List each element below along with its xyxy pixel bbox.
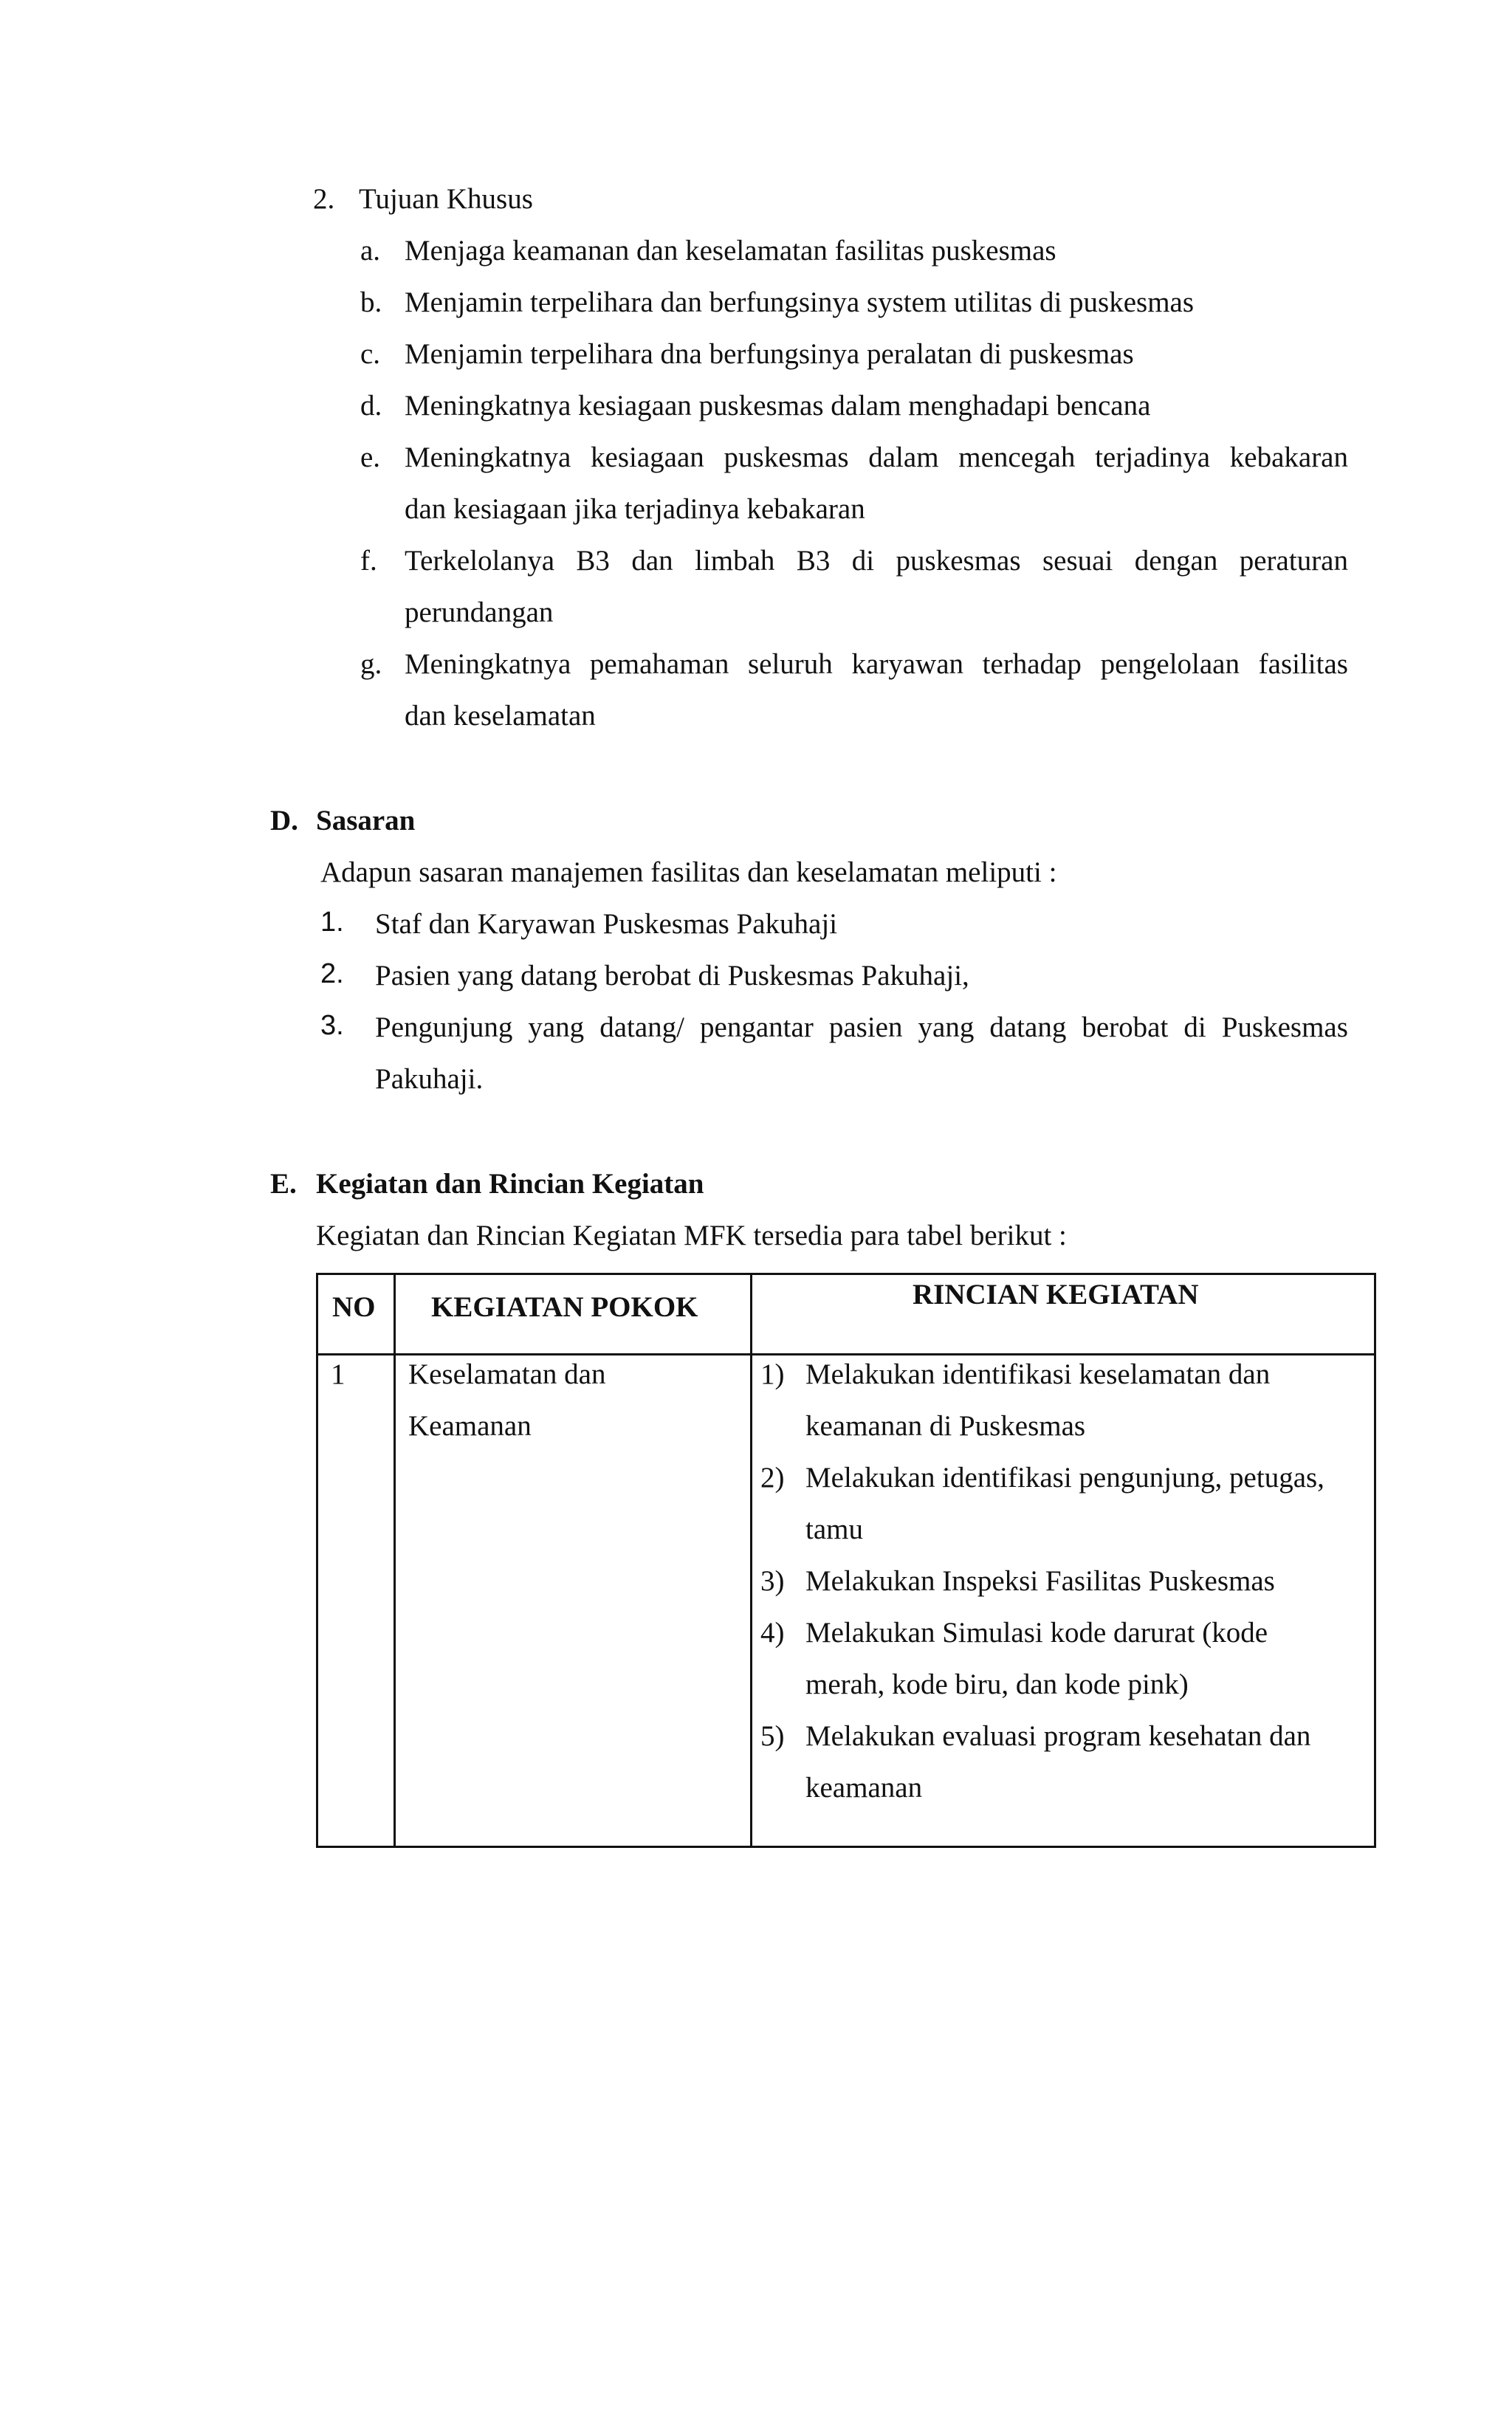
- table-border-bottom: [316, 1846, 1376, 1848]
- table-border-left: [316, 1273, 318, 1848]
- section-letter: E.: [270, 1168, 297, 1200]
- section-intro: Kegiatan dan Rincian Kegiatan MFK tersedia para tabel berikut :: [316, 1220, 1067, 1251]
- list-item: Menjamin terpelihara dan berfungsinya system utilitas di puskesmas: [405, 286, 1195, 318]
- rincian-item-continuation: keamanan di Puskesmas: [805, 1410, 1086, 1442]
- list-marker: d.: [360, 390, 382, 422]
- table-column-divider: [750, 1273, 752, 1848]
- section-intro: Adapun sasaran manajemen fasilitas dan keselamatan meliputi :: [320, 856, 1057, 888]
- tujuan-khusus-title: Tujuan Khusus: [359, 183, 533, 215]
- table-cell-kegiatan-pokok: Keselamatan dan: [408, 1358, 606, 1390]
- list-item-continuation: dan kesiagaan jika terjadinya kebakaran: [405, 493, 865, 525]
- list-marker: b.: [360, 286, 382, 318]
- list-item-continuation: Pakuhaji.: [375, 1063, 484, 1095]
- table-border-top: [316, 1273, 1376, 1275]
- rincian-item: Melakukan Inspeksi Fasilitas Puskesmas: [805, 1565, 1275, 1597]
- list-item: Staf dan Karyawan Puskesmas Pakuhaji: [375, 908, 838, 940]
- list-item-line: Meningkatnya kesiagaan puskesmas dalam mencegah terjadinya kebakaran: [405, 441, 1348, 473]
- rincian-item: Melakukan identifikasi pengunjung, petugas,: [805, 1462, 1324, 1494]
- rincian-marker: 5): [760, 1720, 785, 1752]
- list-marker: 1.: [320, 907, 344, 938]
- table-column-divider: [394, 1273, 396, 1848]
- rincian-item: Melakukan evaluasi program kesehatan dan: [805, 1720, 1311, 1752]
- table-border-right: [1374, 1273, 1376, 1848]
- table-header-kegiatan-pokok: KEGIATAN POKOK: [431, 1291, 698, 1323]
- list-item-line: Pengunjung yang datang/ pengantar pasien yang datang berobat di Puskesmas: [375, 1011, 1348, 1043]
- table-cell-kegiatan-pokok: Keamanan: [408, 1410, 532, 1442]
- rincian-item: Melakukan Simulasi kode darurat (kode: [805, 1617, 1268, 1649]
- rincian-item-continuation: merah, kode biru, dan kode pink): [805, 1669, 1189, 1700]
- rincian-marker: 2): [760, 1462, 785, 1494]
- list-item: Meningkatnya kesiagaan puskesmas dalam menghadapi bencana: [405, 390, 1151, 422]
- table-cell-no: 1: [331, 1358, 346, 1390]
- rincian-item: Melakukan identifikasi keselamatan dan: [805, 1358, 1271, 1390]
- rincian-marker: 3): [760, 1565, 785, 1597]
- section-heading: Sasaran: [316, 805, 416, 836]
- list-marker: 3.: [320, 1010, 344, 1041]
- table-header-no: NO: [332, 1291, 376, 1323]
- list-item: Pasien yang datang berobat di Puskesmas Pakuhaji,: [375, 960, 969, 992]
- list-marker: g.: [360, 648, 382, 680]
- section-letter: D.: [270, 805, 298, 836]
- list-marker: c.: [360, 338, 381, 370]
- section-heading: Kegiatan dan Rincian Kegiatan: [316, 1168, 704, 1200]
- rincian-item-continuation: tamu: [805, 1513, 863, 1545]
- rincian-item-continuation: keamanan: [805, 1772, 923, 1804]
- table-header-rincian-kegiatan: RINCIAN KEGIATAN: [913, 1279, 1199, 1310]
- list-item: Menjamin terpelihara dna berfungsinya peralatan di puskesmas: [405, 338, 1134, 370]
- list-item-line: Meningkatnya pemahaman seluruh karyawan terhadap pengelolaan fasilitas: [405, 648, 1348, 680]
- list-item: Menjaga keamanan dan keselamatan fasilitas puskesmas: [405, 235, 1056, 267]
- rincian-marker: 1): [760, 1358, 785, 1390]
- list-item-line: Terkelolanya B3 dan limbah B3 di puskesmas sesuai dengan peraturan: [405, 545, 1348, 577]
- list-marker: f.: [360, 545, 377, 577]
- rincian-marker: 4): [760, 1617, 785, 1649]
- list-item-continuation: perundangan: [405, 597, 554, 628]
- table-header-divider: [316, 1353, 1376, 1355]
- list-marker: 2.: [320, 958, 344, 989]
- list-item-continuation: dan keselamatan: [405, 700, 596, 732]
- tujuan-khusus-number: 2.: [313, 183, 335, 215]
- list-marker: e.: [360, 441, 381, 473]
- list-marker: a.: [360, 235, 381, 267]
